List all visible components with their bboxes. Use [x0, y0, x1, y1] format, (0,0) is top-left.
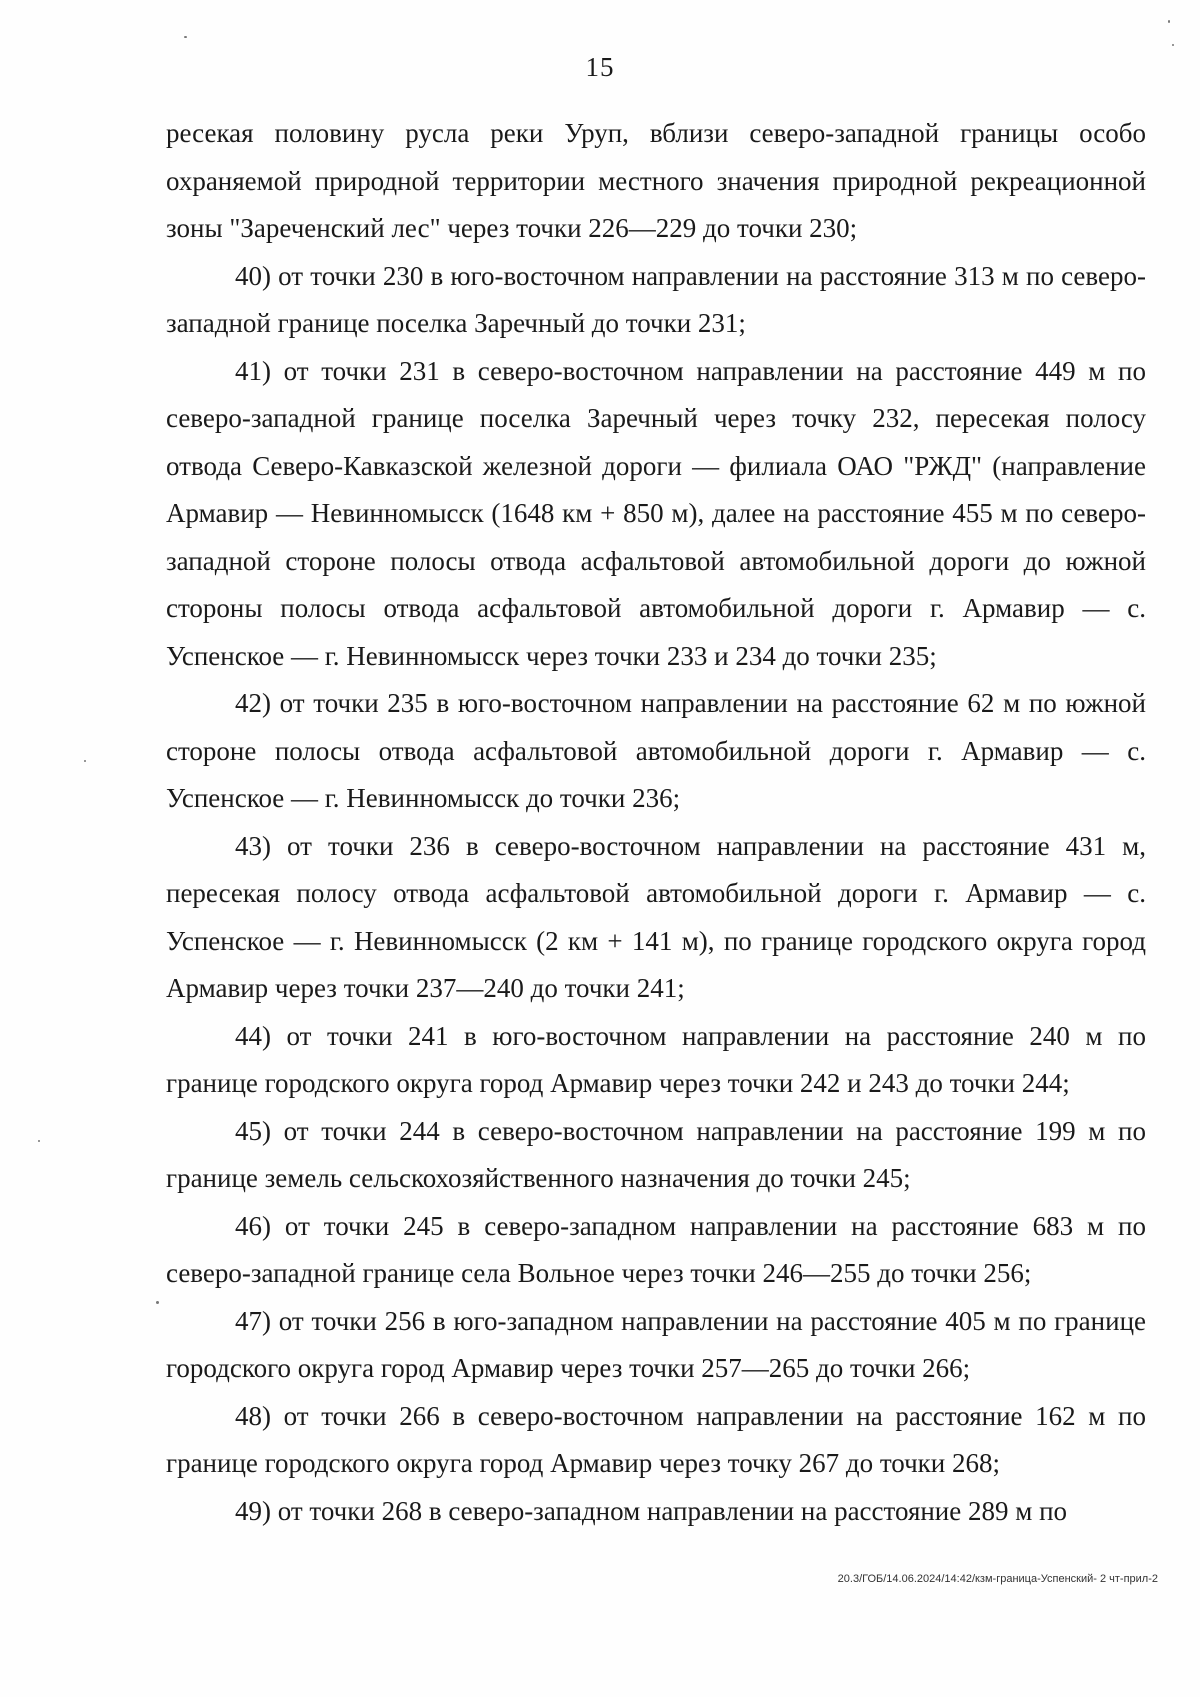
scan-speck — [1168, 20, 1170, 23]
paragraph-item-43: 43) от точки 236 в северо-восточном направлении на расстояние 431 м, пересекая полосу отвода асфальтовой автомобильной дороги г. Армавир — с. Успенское — г. Невинномысск (2 км + 141 м), по границе городского округа город Армавир через точки 237—240 до точки 241; — [166, 830, 1146, 1003]
paragraph-item-46: 46) от точки 245 в северо-западном направлении на расстояние 683 м по северо-западной границе села Вольное через точки 246—255 до точки 256; — [166, 1210, 1146, 1288]
scan-speck — [156, 1301, 159, 1304]
paragraph-item-49: 49) от точки 268 в северо-западном направлении на расстояние 289 м по — [235, 1495, 1068, 1526]
paragraph-item-42: 42) от точки 235 в юго-восточном направлении на расстояние 62 м по южной стороне полосы отвода асфальтовой автомобильной дороги г. Армавир — с. Успенское — г. Невинномысск до точки 236; — [166, 688, 1146, 813]
paragraph-item-47: 47) от точки 256 в юго-западном направлении на расстояние 405 м по границе городского округа город Армавир через точки 257—265 до точки 266; — [166, 1305, 1146, 1383]
page-number: 15 — [585, 52, 615, 82]
paragraph-continuation: ресекая половину русла реки Уруп, вблизи северо-западной границы особо охраняемой природной территории местного значения природной рекреационной зоны "Зареченский лес" через точки 226—229 до точки 230; — [166, 118, 1146, 243]
paragraph-item-48: 48) от точки 266 в северо-восточном направлении на расстояние 162 м по границе городского округа город Армавир через точку 267 до точки 268; — [166, 1400, 1146, 1478]
scan-speck — [84, 760, 86, 762]
document-body — [166, 110, 1146, 1535]
paragraph-item-40: 40) от точки 230 в юго-восточном направлении на расстояние 313 м по северо-западной границе поселка Заречный до точки 231; — [166, 260, 1146, 338]
paragraph-item-41: 41) от точки 231 в северо-восточном направлении на расстояние 449 м по северо-западной границе поселка Заречный через точку 232, пересекая полосу отвода Северо-Кавказской железной дороги — филиала ОАО "РЖД" (направление Армавир — Невинномысск (1648 км + 850 м), далее на расстояние 455 м по северо-западной стороне полосы отвода асфальтовой автомобильной дороги до южной стороны полосы отвода асфальтовой автомобильной дороги г. Армавир — с. Успенское — г. Невинномысск через точки 233 и 234 до точки 235; — [166, 355, 1146, 671]
paragraph-item-44: 44) от точки 241 в юго-восточном направлении на расстояние 240 м по границе городского округа город Армавир через точки 242 и 243 до точки 244; — [166, 1020, 1146, 1098]
scan-speck — [1172, 44, 1174, 46]
scan-speck — [38, 1140, 40, 1142]
scan-speck — [184, 36, 187, 38]
paragraph-item-45: 45) от точки 244 в северо-восточном направлении на расстояние 199 м по границе земель сельскохозяйственного назначения до точки 245; — [166, 1115, 1146, 1193]
document-footer-code: 20.3/ГОБ/14.06.2024/14:42/кзм-граница-Успенский- 2 чт-прил-2 — [837, 1573, 1158, 1585]
